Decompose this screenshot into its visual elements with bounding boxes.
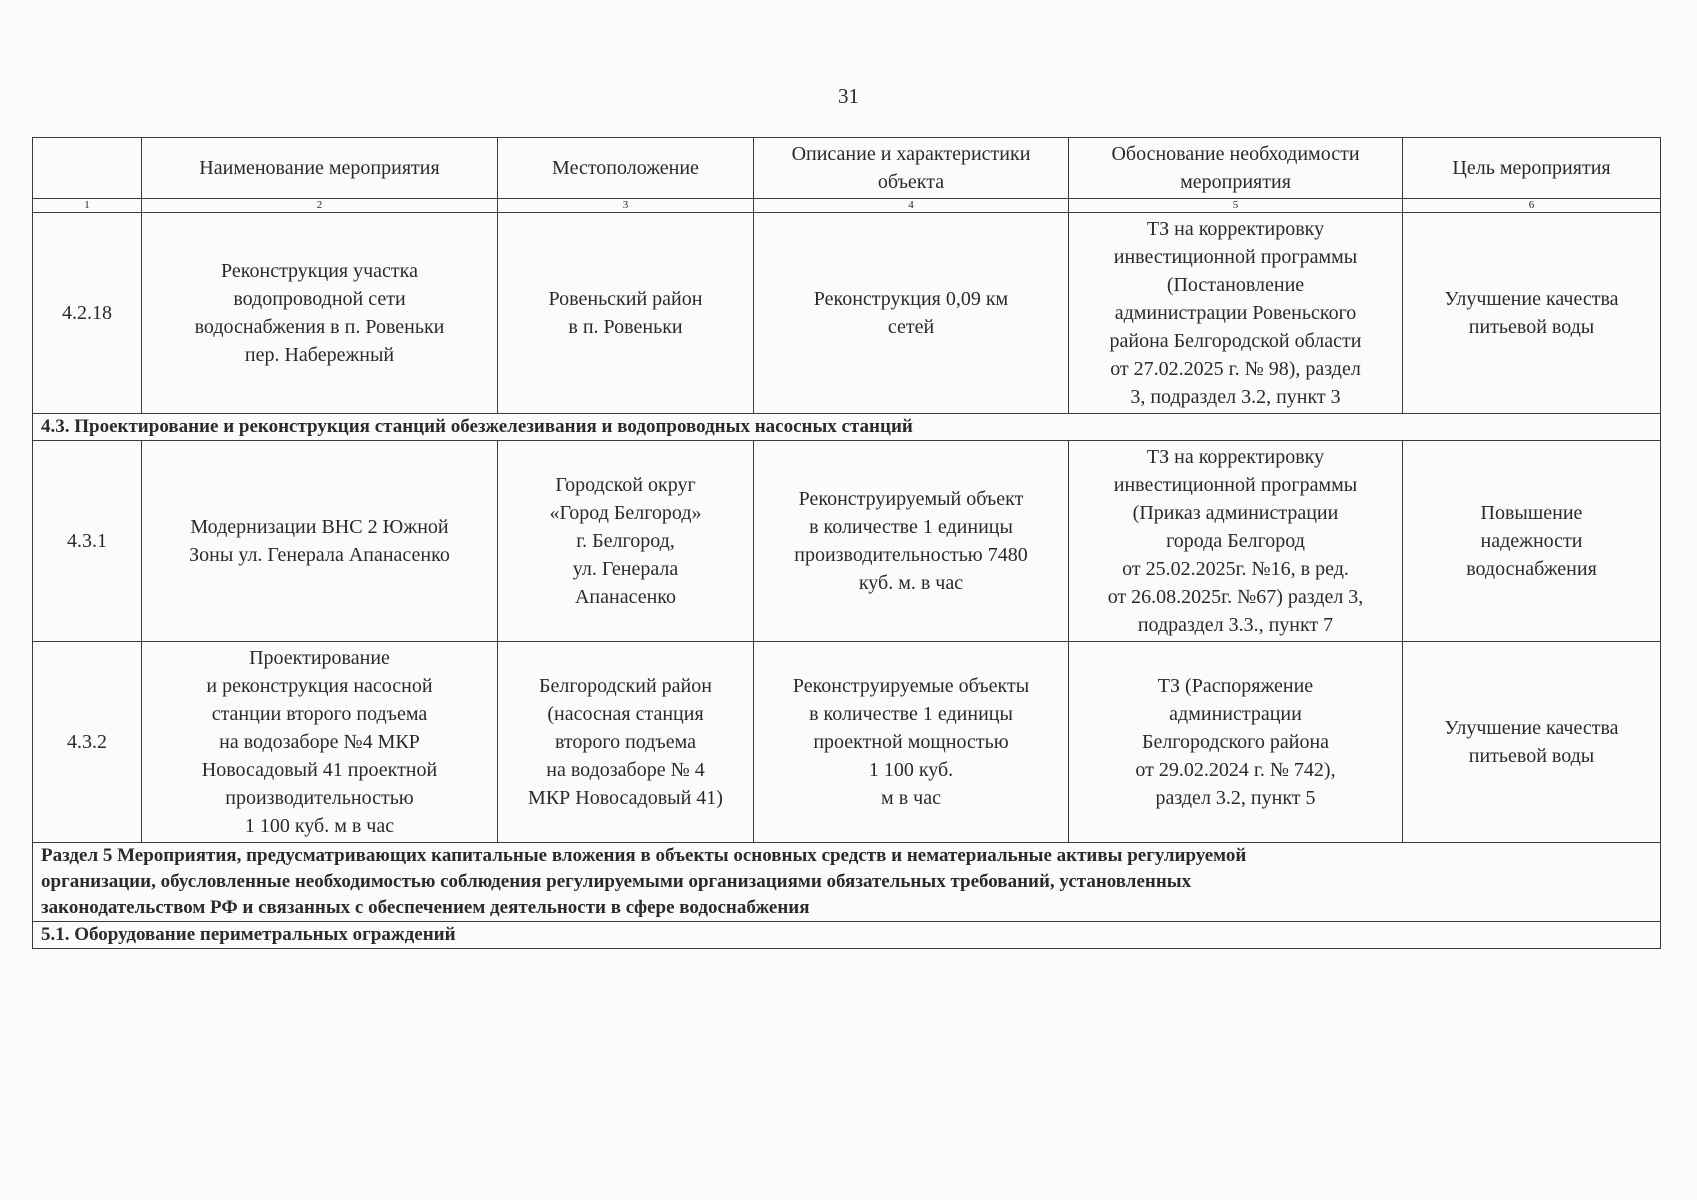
- cell-line: Городской округ: [555, 474, 696, 496]
- cell-line: проектной мощностью: [813, 731, 1009, 753]
- cell-line: сетей: [887, 316, 935, 338]
- cell-line: Апанасенко: [574, 586, 676, 608]
- cell-line: 1 100 куб.: [868, 759, 954, 781]
- item-goal: [1403, 642, 1661, 843]
- cell-line: района Белгородской области: [1109, 330, 1362, 352]
- table-row: [33, 441, 1661, 642]
- cell-line: ТЗ на корректировку: [1146, 218, 1325, 240]
- cell-line: Белгородский район: [539, 675, 712, 697]
- header-cell-name: Наименование мероприятия: [142, 138, 498, 199]
- column-number: 2: [142, 199, 498, 213]
- item-justification: [1069, 441, 1403, 642]
- cell-line: Реконструируемые объекты: [792, 675, 1030, 697]
- cell-line: Белгородского района: [1141, 731, 1330, 753]
- item-location: [498, 441, 754, 642]
- item-name: [142, 642, 498, 843]
- column-numbers-row: [33, 199, 1661, 213]
- cell-line: «Город Белгород»: [549, 502, 702, 524]
- cell-line: Реконструкция 0,09 км: [813, 288, 1009, 310]
- cell-line: Реконструкция участка: [221, 260, 418, 282]
- table-row: [33, 213, 1661, 414]
- item-justification: [1069, 213, 1403, 414]
- cell-line: водоснабжения в п. Ровеньки: [194, 316, 445, 338]
- column-number: 3: [498, 199, 754, 213]
- cell-line: в количестве 1 единицы: [809, 703, 1013, 725]
- cell-line: ТЗ на корректировку: [1146, 446, 1325, 468]
- item-goal: [1403, 213, 1661, 414]
- cell-line: водопроводной сети: [233, 288, 406, 310]
- cell-line: надежности: [1480, 530, 1583, 552]
- cell-line: куб. м. в час: [858, 572, 964, 594]
- cell-line: Улучшение качества: [1444, 288, 1619, 310]
- item-location: [498, 642, 754, 843]
- cell-line: на водозаборе №4 МКР: [219, 731, 420, 753]
- cell-line: Проектирование: [249, 647, 390, 669]
- cell-line: в п. Ровеньки: [568, 316, 683, 338]
- header-cell-justification: Обоснование необходимости мероприятия: [1069, 138, 1403, 199]
- cell-line: Реконструируемый объект: [798, 488, 1024, 510]
- cell-line: м в час: [881, 787, 941, 809]
- column-number: 4: [754, 199, 1069, 213]
- cell-line: 1 100 куб. м в час: [244, 815, 395, 837]
- cell-line: в количестве 1 единицы: [809, 516, 1013, 538]
- section-row: [33, 843, 1661, 922]
- header-cell-number: [33, 138, 142, 199]
- cell-line: Новосадовый 41 проектной: [201, 759, 438, 781]
- item-goal: [1403, 441, 1661, 642]
- cell-line: Ровеньский район: [548, 288, 703, 310]
- section-title-5: [33, 843, 1661, 922]
- cell-line: (Приказ администрации: [1132, 502, 1339, 524]
- cell-line: (насосная станция: [547, 703, 704, 725]
- cell-line: инвестиционной программы: [1113, 246, 1358, 268]
- item-description: [754, 441, 1069, 642]
- cell-line: от 26.08.2025г. №67) раздел 3,: [1107, 586, 1364, 608]
- section-title-line: Раздел 5 Мероприятия, предусматривающих капитальные вложения в объекты основных средств и нематериальные активы регулируемой: [41, 845, 1247, 866]
- cell-line: станции второго подъема: [211, 703, 428, 725]
- item-number: 4.3.2: [33, 642, 142, 843]
- item-number: 4.3.1: [33, 441, 142, 642]
- cell-line: инвестиционной программы: [1113, 474, 1358, 496]
- cell-line: администрации: [1169, 703, 1302, 725]
- column-number: 6: [1403, 199, 1661, 213]
- cell-line: Повышение: [1480, 502, 1583, 524]
- cell-line: (Постановление: [1166, 274, 1305, 296]
- cell-line: от 29.02.2024 г. № 742),: [1135, 759, 1336, 781]
- header-cell-description: Описание и характеристики объекта: [754, 138, 1069, 199]
- cell-line: питьевой воды: [1468, 745, 1595, 767]
- cell-line: питьевой воды: [1468, 316, 1595, 338]
- section-title-4-3: 4.3. Проектирование и реконструкция станций обезжелезивания и водопроводных насосных станций: [33, 414, 1661, 441]
- cell-line: от 27.02.2025 г. № 98), раздел: [1110, 358, 1361, 380]
- item-location: [498, 213, 754, 414]
- cell-line: администрации Ровеньского: [1114, 302, 1357, 324]
- section-title-line: организации, обусловленные необходимостью соблюдения регулируемыми организациями обязательных требований, установленных: [41, 871, 1192, 892]
- cell-line: ул. Генерала: [572, 558, 679, 580]
- item-justification: [1069, 642, 1403, 843]
- cell-line: водоснабжения: [1466, 558, 1597, 580]
- cell-line: города Белгород: [1166, 530, 1305, 552]
- section-title-5-1: 5.1. Оборудование периметральных ограждений: [33, 922, 1661, 949]
- section-row: [33, 922, 1661, 949]
- header-cell-goal: Цель мероприятия: [1403, 138, 1661, 199]
- item-description: [754, 642, 1069, 843]
- cell-line: МКР Новосадовый 41): [528, 787, 723, 809]
- cell-line: подраздел 3.3., пункт 7: [1137, 614, 1334, 636]
- column-number: 1: [33, 199, 142, 213]
- header-cell-location: Местоположение: [498, 138, 754, 199]
- cell-line: и реконструкция насосной: [206, 675, 433, 697]
- cell-line: Модернизации ВНС 2 Южной: [190, 516, 449, 538]
- cell-line: Зоны ул. Генерала Апанасенко: [189, 544, 450, 566]
- measures-table: [32, 137, 1661, 949]
- section-row: [33, 414, 1661, 441]
- section-title-line: законодательством РФ и связанных с обеспечением деятельности в сфере водоснабжения: [41, 897, 810, 918]
- cell-line: производительностью: [225, 787, 414, 809]
- cell-line: пер. Набережный: [244, 344, 395, 366]
- cell-line: на водозаборе № 4: [546, 759, 705, 781]
- item-description: [754, 213, 1069, 414]
- cell-line: Улучшение качества: [1444, 717, 1619, 739]
- table-row: [33, 642, 1661, 843]
- item-number: 4.2.18: [33, 213, 142, 414]
- cell-line: от 25.02.2025г. №16, в ред.: [1122, 558, 1349, 580]
- item-name: [142, 441, 498, 642]
- cell-line: г. Белгород,: [576, 530, 675, 552]
- cell-line: второго подъема: [554, 731, 697, 753]
- cell-line: 3, подраздел 3.2, пункт 3: [1130, 386, 1341, 408]
- table-header-row: [33, 138, 1661, 199]
- column-number: 5: [1069, 199, 1403, 213]
- item-name: [142, 213, 498, 414]
- cell-line: раздел 3.2, пункт 5: [1155, 787, 1316, 809]
- page-number: 31: [838, 84, 859, 108]
- cell-line: ТЗ (Распоряжение: [1157, 675, 1314, 697]
- cell-line: производительностью 7480: [794, 544, 1028, 566]
